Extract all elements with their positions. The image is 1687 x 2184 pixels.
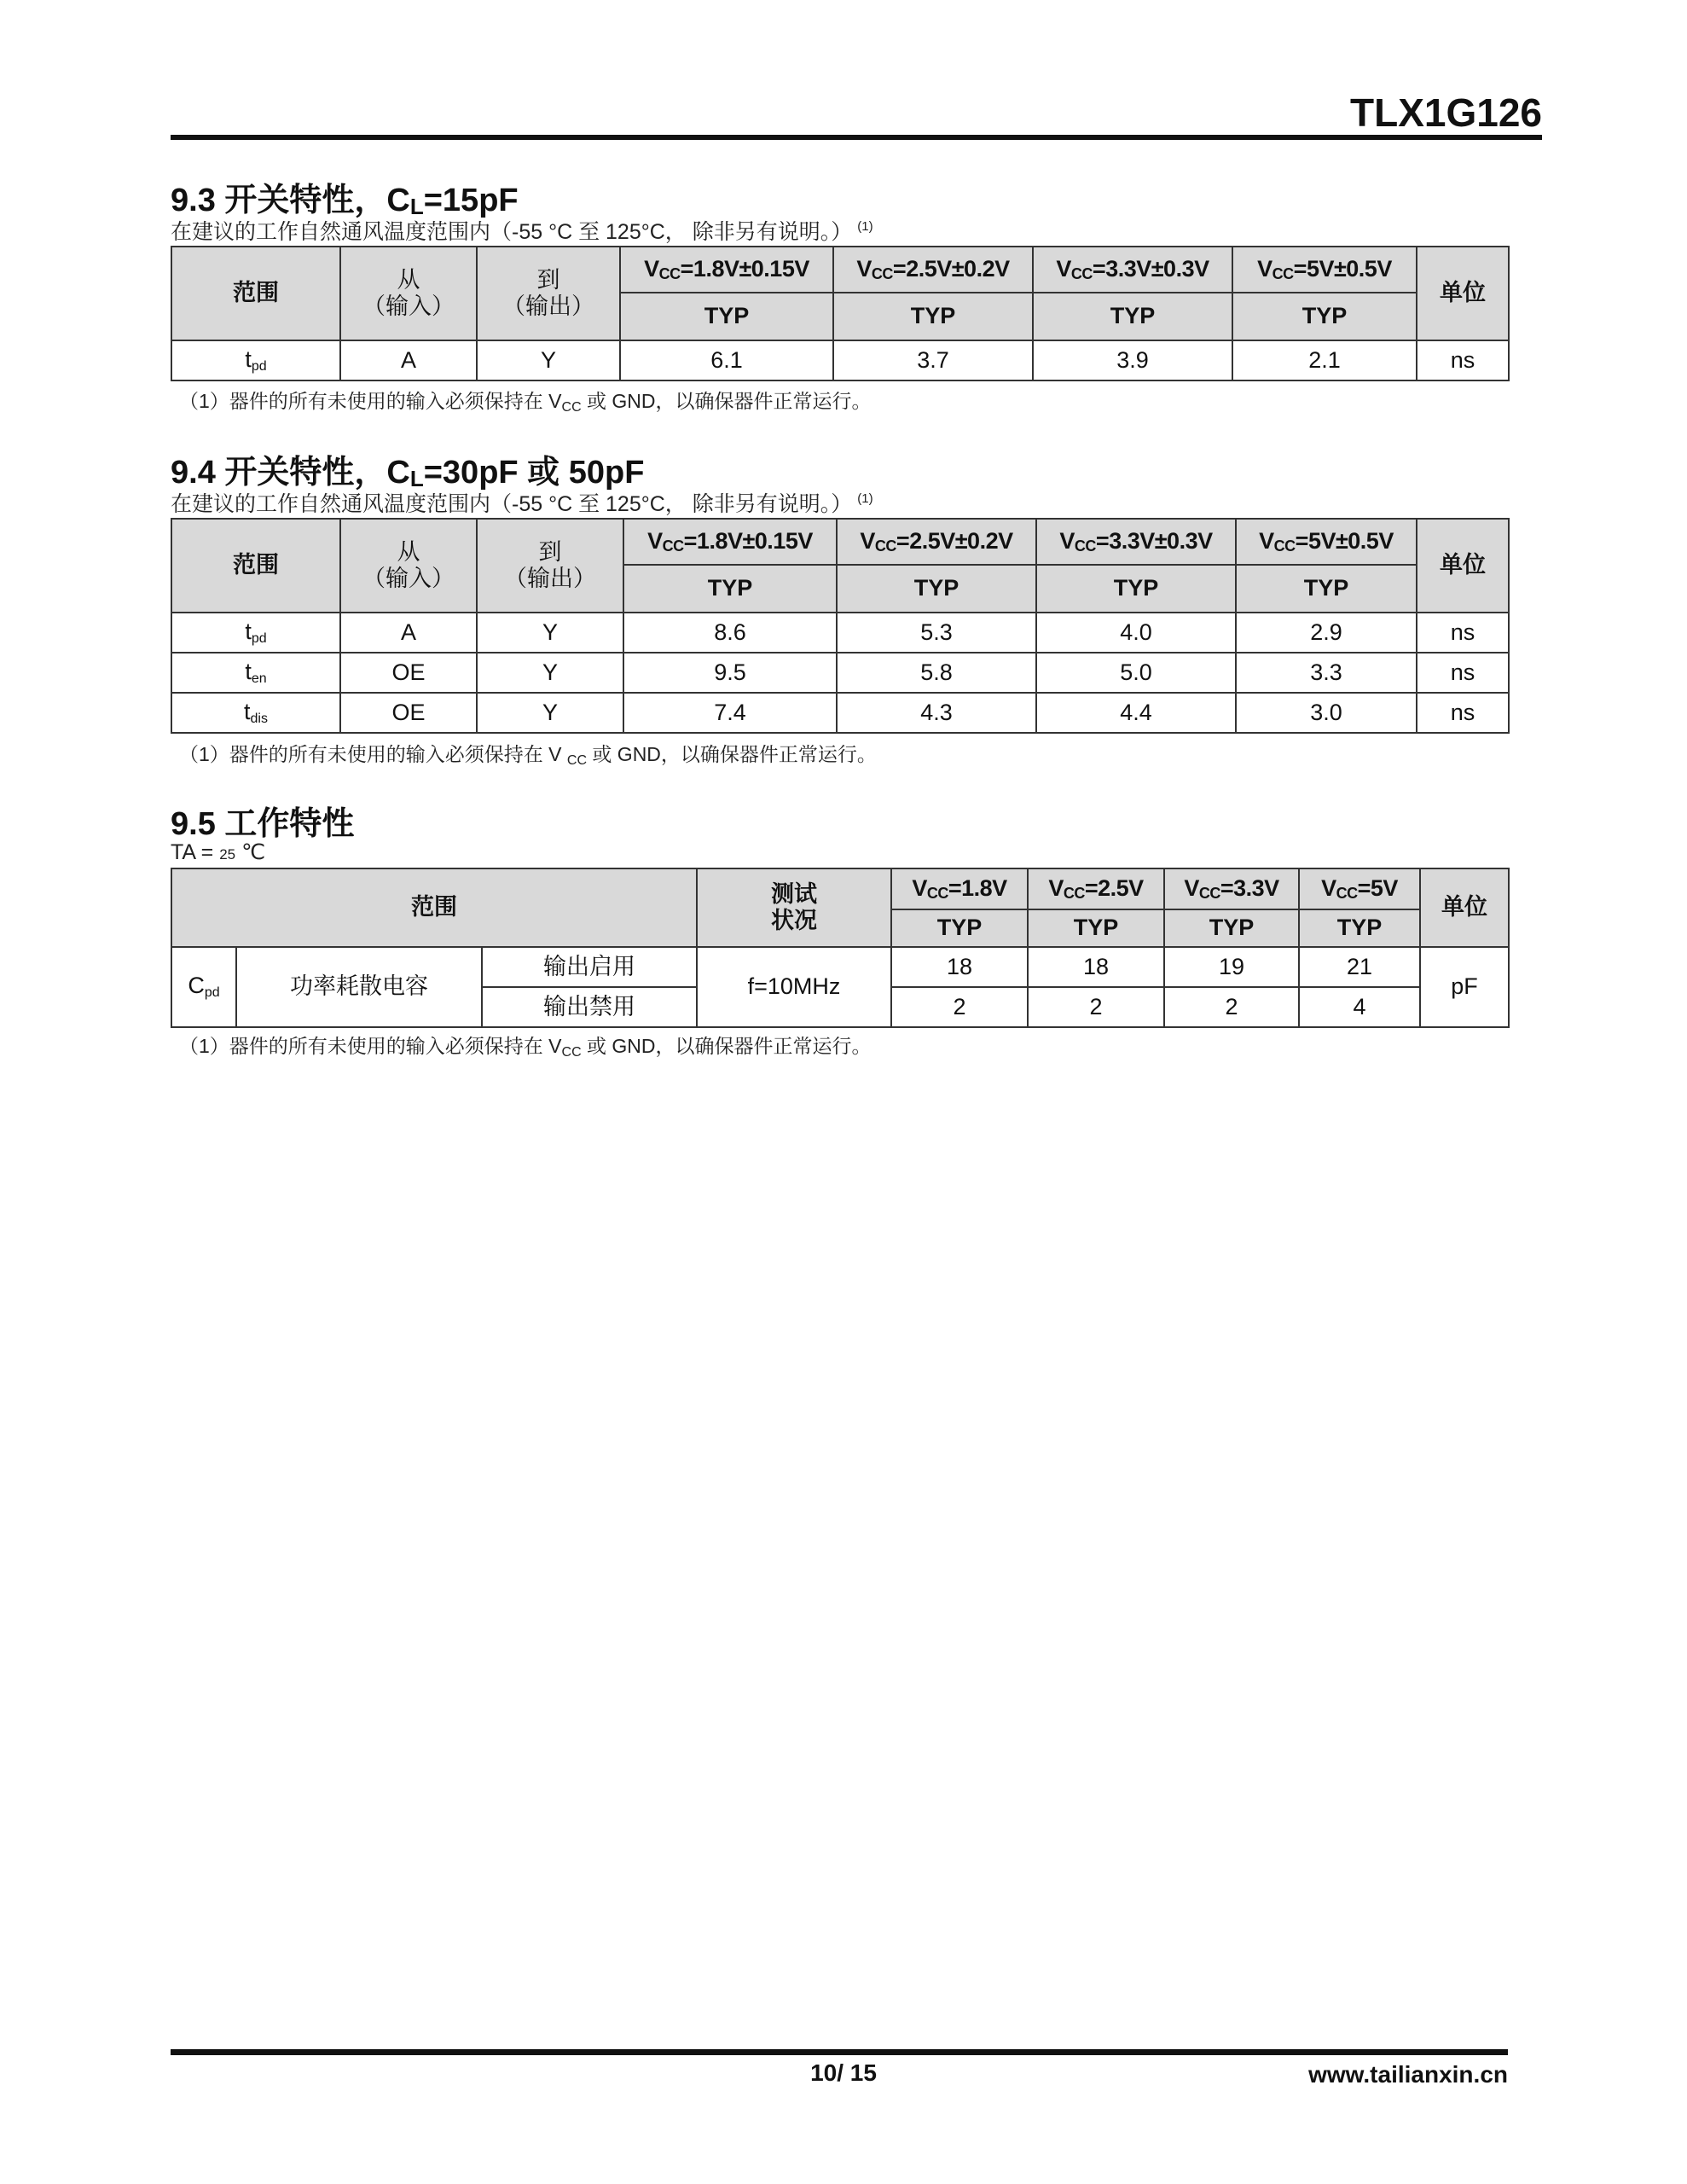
value-cell: 3.9 (1033, 340, 1232, 380)
section-9-4-note: （1）器件的所有未使用的输入必须保持在 V $_{CC}$ 或 GND，以确保器件正常运行。 (179, 743, 877, 768)
section-9-3-note: （1）器件的所有未使用的输入必须保持在 $V_{CC}$ 或 GND，以确保器件正常运行。 (179, 390, 872, 415)
condition-cell: 输出禁用 (482, 987, 697, 1027)
header-rule (171, 135, 1542, 140)
section-9-5-title: 9.5 工作特性 (171, 806, 355, 842)
header-vcc-1: $V_{CC}=1.8V\pm 0.15V$ (620, 247, 833, 293)
value-cell: 9.5 (623, 653, 837, 693)
value-cell: 18 (1028, 947, 1164, 987)
section-9-3-title: 9.3 开关特性，$C_L=15pF$ (171, 183, 519, 219)
table-row (171, 653, 1509, 693)
header-typ: TYP (1036, 565, 1236, 613)
header-vcc-3: $V_{CC}=3.3V\pm 0.3V$ (1036, 519, 1236, 565)
value-cell: 3.7 (833, 340, 1033, 380)
to-cell: Y (477, 613, 623, 653)
description-cell: 功率耗散电容 (236, 947, 482, 1027)
header-typ: TYP (620, 293, 833, 340)
header-typ: TYP (1164, 909, 1299, 947)
value-cell: 2.1 (1232, 340, 1417, 380)
header-typ: TYP (1236, 565, 1417, 613)
value-cell: 5.3 (837, 613, 1036, 653)
param-cell: $t_{en}$ (171, 653, 340, 693)
unit-cell: pF (1420, 947, 1509, 1027)
header-from: 从 （输入） (340, 247, 477, 340)
header-range: 范围 (171, 519, 340, 613)
website-link[interactable]: www.tailianxin.cn (1308, 2061, 1508, 2088)
header-vcc-2: $V_{CC}=2.5V\pm 0.2V$ (837, 519, 1036, 565)
document-part-number: TLX1G126 (1350, 90, 1542, 135)
header-vcc-2: $V_{CC}=2.5V\pm 0.2V$ (833, 247, 1033, 293)
header-typ: TYP (837, 565, 1036, 613)
param-cell: $t_{pd}$ (171, 340, 340, 380)
header-typ: TYP (1028, 909, 1164, 947)
table-row (171, 693, 1509, 733)
table-row (171, 613, 1509, 653)
header-to: 到 （输出） (477, 519, 623, 613)
header-typ: TYP (1232, 293, 1417, 340)
section-9-5-note: （1）器件的所有未使用的输入必须保持在 $V_{CC}$ 或 GND，以确保器件正常运行。 (179, 1035, 872, 1060)
value-cell: 3.3 (1236, 653, 1417, 693)
unit-cell: ns (1417, 613, 1509, 653)
header-typ: TYP (1299, 909, 1420, 947)
unit-cell: ns (1417, 340, 1509, 380)
unit-cell: ns (1417, 693, 1509, 733)
value-cell: 19 (1164, 947, 1299, 987)
value-cell: 21 (1299, 947, 1420, 987)
header-from: 从 （输入） (340, 519, 477, 613)
switching-table-15pf (171, 246, 1510, 381)
header-unit: 单位 (1417, 519, 1509, 613)
value-cell: 3.0 (1236, 693, 1417, 733)
unit-cell: ns (1417, 653, 1509, 693)
header-typ: TYP (891, 909, 1028, 947)
header-vcc-3: $V_{CC}=3.3V\pm 0.3V$ (1033, 247, 1232, 293)
header-vcc-1: $V_{CC}=1.8V$ (891, 868, 1028, 909)
section-9-3-conditions: 在建议的工作自然通风温度范围内（-55 °C 至 125°C， 除非另有说明。） $^{(1)}$ (171, 219, 873, 244)
value-cell: 2 (891, 987, 1028, 1027)
header-to: 到 （输出） (477, 247, 620, 340)
value-cell: 6.1 (620, 340, 833, 380)
param-cell: $C_{pd}$ (171, 947, 236, 1027)
table-row (171, 340, 1509, 380)
header-range: 范围 (171, 247, 340, 340)
header-typ: TYP (833, 293, 1033, 340)
header-vcc-4: $V_{CC}=5V\pm 0.5V$ (1236, 519, 1417, 565)
header-unit: 单位 (1420, 868, 1509, 947)
header-test-condition: 测试 状况 (697, 868, 891, 947)
value-cell: 7.4 (623, 693, 837, 733)
from-cell: A (340, 340, 477, 380)
value-cell: 4.3 (837, 693, 1036, 733)
section-9-4-conditions: 在建议的工作自然通风温度范围内（-55 °C 至 125°C， 除非另有说明。） $^{(1)}$ (171, 491, 873, 516)
header-typ: TYP (1033, 293, 1232, 340)
section-9-4-title: 9.4 开关特性，$C_L=30pF$ 或 50pF (171, 455, 645, 491)
value-cell: 2 (1164, 987, 1299, 1027)
header-vcc-4: $V_{CC}=5V$ (1299, 868, 1420, 909)
header-vcc-3: $V_{CC}=3.3V$ (1164, 868, 1299, 909)
header-typ: TYP (623, 565, 837, 613)
header-vcc-2: $V_{CC}=2.5V$ (1028, 868, 1164, 909)
value-cell: 4 (1299, 987, 1420, 1027)
value-cell: 5.8 (837, 653, 1036, 693)
header-unit: 单位 (1417, 247, 1509, 340)
condition-cell: 输出启用 (482, 947, 697, 987)
test-condition-cell: f=10MHz (697, 947, 891, 1027)
table-row (171, 947, 1509, 987)
value-cell: 2 (1028, 987, 1164, 1027)
from-cell: OE (340, 653, 477, 693)
to-cell: Y (477, 693, 623, 733)
from-cell: A (340, 613, 477, 653)
param-cell: $t_{pd}$ (171, 613, 340, 653)
value-cell: 5.0 (1036, 653, 1236, 693)
from-cell: OE (340, 693, 477, 733)
value-cell: 2.9 (1236, 613, 1417, 653)
header-vcc-1: $V_{CC}=1.8V\pm 0.15V$ (623, 519, 837, 565)
value-cell: 8.6 (623, 613, 837, 653)
to-cell: Y (477, 340, 620, 380)
switching-table-30-50pf (171, 518, 1510, 734)
section-9-5-conditions: TA = 25 ℃ (171, 840, 266, 864)
value-cell: 18 (891, 947, 1028, 987)
param-cell: $t_{dis}$ (171, 693, 340, 733)
page-number: 10/ 15 (810, 2059, 877, 2086)
value-cell: 4.4 (1036, 693, 1236, 733)
to-cell: Y (477, 653, 623, 693)
value-cell: 4.0 (1036, 613, 1236, 653)
header-range: 范围 (171, 868, 697, 947)
header-vcc-4: $V_{CC}=5V\pm 0.5V$ (1232, 247, 1417, 293)
footer-rule (171, 2049, 1508, 2055)
operating-characteristics-table (171, 868, 1510, 1028)
